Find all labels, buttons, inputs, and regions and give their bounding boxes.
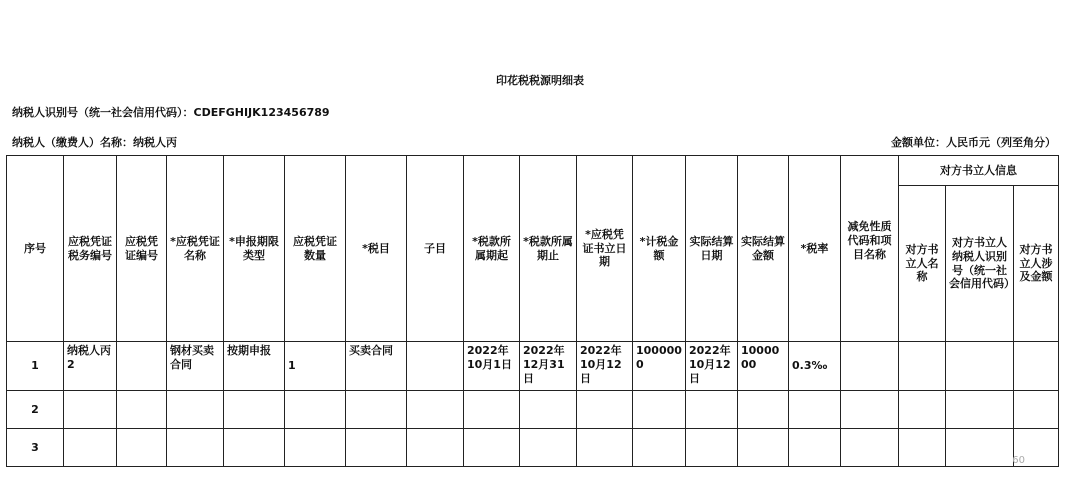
cell-empty <box>64 429 117 467</box>
header-cp-amount: 对方书立人涉及金额 <box>1014 186 1059 342</box>
cell-empty <box>167 429 224 467</box>
cell-sub-item <box>407 342 464 391</box>
cell-empty <box>224 429 285 467</box>
tax-source-table <box>6 155 1059 467</box>
header-period-start: *税款所属期起 <box>464 156 520 342</box>
header-counterparty-group: 对方书立人信息 <box>899 156 1059 186</box>
header-seq: 序号 <box>7 156 64 342</box>
cell-empty <box>738 391 789 429</box>
cell-actual-settle-date: 2022年10月12日 <box>686 342 738 391</box>
cell-voucher-no <box>117 342 167 391</box>
taxpayer-name-line <box>12 134 177 150</box>
cell-empty <box>789 391 841 429</box>
table-row <box>7 429 1059 467</box>
header-exemption-code: 减免性质代码和项目名称 <box>841 156 899 342</box>
cell-seq: 2 <box>7 391 64 429</box>
cell-empty <box>285 391 346 429</box>
cell-cp-name <box>899 342 946 391</box>
cell-seq: 3 <box>7 429 64 467</box>
cell-empty <box>407 391 464 429</box>
cell-actual-settle-amount: 1000000 <box>738 342 789 391</box>
cell-empty <box>841 429 899 467</box>
cell-empty <box>1014 391 1059 429</box>
taxpayer-id-line <box>12 104 330 120</box>
header-voucher-no: 应税凭证编号 <box>117 156 167 342</box>
cell-empty <box>738 429 789 467</box>
cell-empty <box>520 429 577 467</box>
cell-voucher-name: 钢材买卖合同 <box>167 342 224 391</box>
header-tax-item: *税目 <box>346 156 407 342</box>
header-actual-settle-date: 实际结算日期 <box>686 156 738 342</box>
taxpayer-name-value: 纳税人丙 <box>133 136 177 149</box>
taxpayer-id-label: 纳税人识别号（统一社会信用代码）： <box>12 106 194 119</box>
cell-empty <box>346 391 407 429</box>
header-actual-settle-amount: 实际结算金额 <box>738 156 789 342</box>
cell-empty <box>464 429 520 467</box>
table-row <box>7 391 1059 429</box>
cell-voucher-tax-no: 纳税人丙2 <box>64 342 117 391</box>
cell-tax-item: 买卖合同 <box>346 342 407 391</box>
cell-empty <box>899 391 946 429</box>
cell-empty <box>899 429 946 467</box>
header-cp-id: 对方书立人纳税人识别号（统一社会信用代码） <box>946 186 1014 342</box>
cell-empty <box>577 391 633 429</box>
cell-empty <box>346 429 407 467</box>
cell-empty <box>64 391 117 429</box>
cell-cp-amount <box>1014 342 1059 391</box>
cell-period-start: 2022年10月1日 <box>464 342 520 391</box>
cell-voucher-qty: 1 <box>285 342 346 391</box>
cell-empty <box>633 429 686 467</box>
cell-empty <box>407 429 464 467</box>
header-period-end: *税款所属期止 <box>520 156 577 342</box>
cell-empty <box>117 429 167 467</box>
cell-empty <box>285 429 346 467</box>
cell-tax-amount: 1000000 <box>633 342 686 391</box>
cell-empty <box>117 391 167 429</box>
cell-empty <box>946 391 1014 429</box>
header-filing-period-type: *申报期限类型 <box>224 156 285 342</box>
cell-filing-period-type: 按期申报 <box>224 342 285 391</box>
header-cp-name: 对方书立人名称 <box>899 186 946 342</box>
page-title: 印花税税源明细表 <box>496 74 584 87</box>
cell-empty <box>224 391 285 429</box>
header-voucher-tax-no: 应税凭证税务编号 <box>64 156 117 342</box>
taxpayer-id-value: CDEFGHIJK123456789 <box>193 106 330 119</box>
cell-empty <box>167 391 224 429</box>
cell-empty <box>946 429 1014 467</box>
header-sub-item: 子目 <box>407 156 464 342</box>
cell-seq: 1 <box>7 342 64 391</box>
cell-empty <box>789 429 841 467</box>
cell-empty <box>577 429 633 467</box>
cell-empty <box>520 391 577 429</box>
cell-cp-id <box>946 342 1014 391</box>
cell-empty <box>841 391 899 429</box>
cell-exemption-code <box>841 342 899 391</box>
header-tax-amount: *计税金额 <box>633 156 686 342</box>
cell-sign-date: 2022年10月12日 <box>577 342 633 391</box>
cell-tax-rate: 0.3‰ <box>789 342 841 391</box>
table-row <box>7 342 1059 391</box>
header-sign-date: *应税凭证书立日期 <box>577 156 633 342</box>
amount-unit: 金额单位：人民币元（列至角分） <box>891 136 1056 149</box>
header-voucher-qty: 应税凭证数量 <box>285 156 346 342</box>
cell-period-end: 2022年12月31日 <box>520 342 577 391</box>
cell-empty <box>686 429 738 467</box>
page-number: 60 <box>1012 455 1025 466</box>
taxpayer-name-label: 纳税人（缴费人）名称： <box>12 136 133 149</box>
header-tax-rate: *税率 <box>789 156 841 342</box>
cell-empty <box>633 391 686 429</box>
cell-empty <box>464 391 520 429</box>
cell-empty <box>686 391 738 429</box>
header-voucher-name: *应税凭证名称 <box>167 156 224 342</box>
